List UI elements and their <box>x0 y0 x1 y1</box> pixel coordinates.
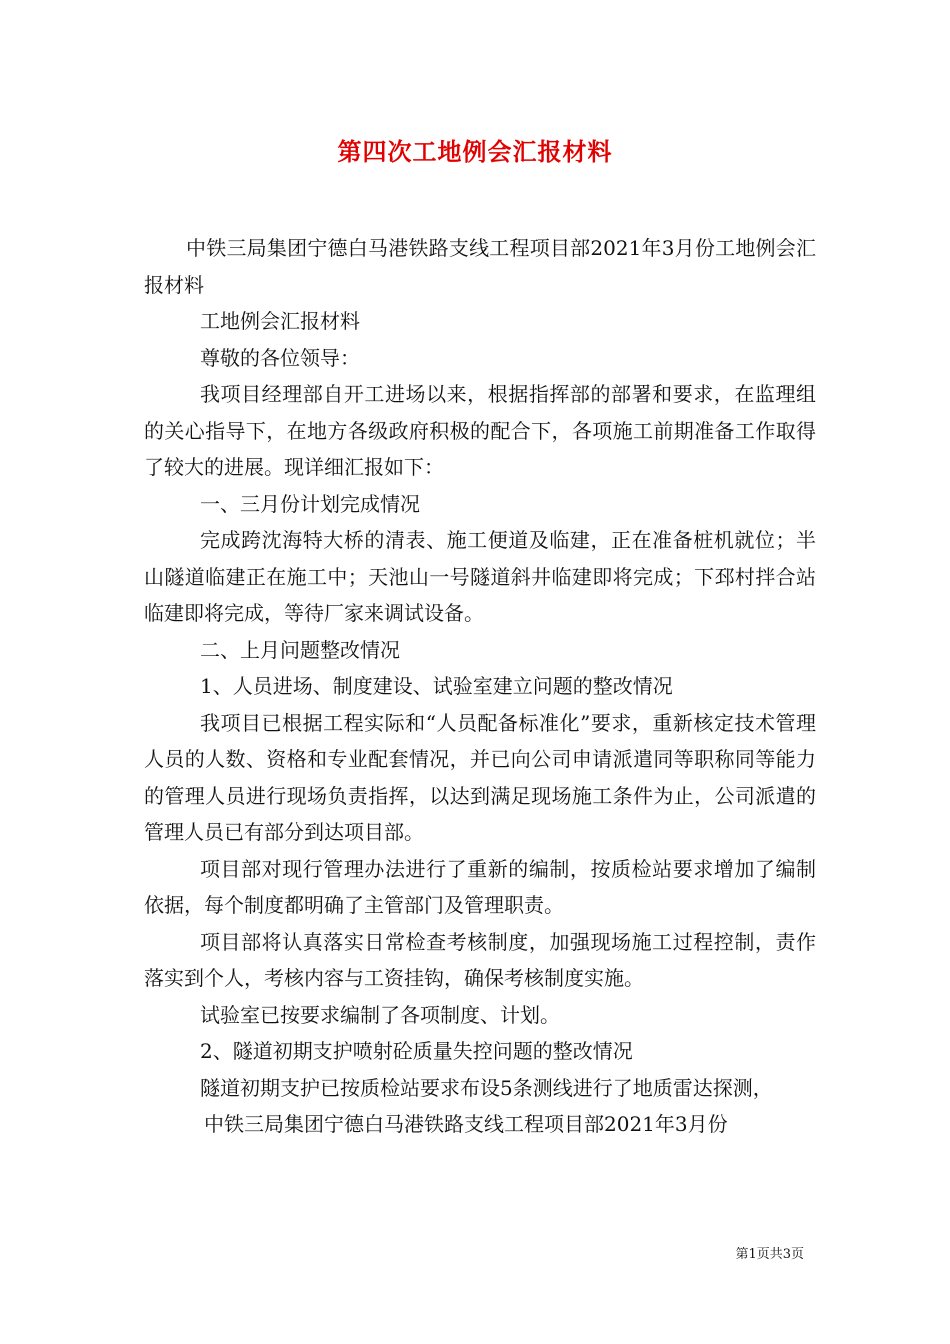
paragraph: 2、隧道初期支护喷射砼质量失控问题的整改情况 <box>200 1039 633 1063</box>
paragraph: 隧道初期支护已按质检站要求布设5条测线进行了地质雷达探测， <box>200 1075 773 1100</box>
paragraph: 尊敬的各位领导： <box>200 345 360 370</box>
paragraph: 完成跨沈海特大桥的清表、施工便道及临建，正在准备桩机就位；半山隧道临建正在施工中；天池山一号隧道斜井临建即将完成；下邳村拌合站临建即将完成，等待厂家来调试设备。 <box>144 528 816 625</box>
document-body <box>144 230 816 1143</box>
page-number: 第1页共3页 <box>735 1247 804 1262</box>
paragraph: 项目部对现行管理办法进行了重新的编制，按质检站要求增加了编制依据，每个制度都明确了主管部门及管理职责。 <box>144 856 816 917</box>
paragraph: 一、三月份计划完成情况 <box>200 491 420 516</box>
paragraph: 二、上月问题整改情况 <box>200 637 400 662</box>
paragraph: 试验室已按要求编制了各项制度、计划。 <box>200 1002 560 1027</box>
paragraph: 我项目经理部自开工进场以来，根据指挥部的部署和要求，在监理组的关心指导下，在地方各级政府积极的配合下，各项施工前期准备工作取得了较大的进展。现详细汇报如下： <box>144 382 816 479</box>
paragraph: 中铁三局集团宁德白马港铁路支线工程项目部2021年3月份工地例会汇报材料 <box>144 236 816 297</box>
paragraph: 工地例会汇报材料 <box>200 309 360 333</box>
paragraph: 1、人员进场、制度建设、试验室建立问题的整改情况 <box>200 674 673 698</box>
document-title: 第四次工地例会汇报材料 <box>337 137 613 166</box>
paragraph: 我项目已根据工程实际和“人员配备标准化”要求，重新核定技术管理人员的人数、资格和专业配套情况，并已向公司申请派遣同等职称同等能力的管理人员进行现场负责指挥，以达到满足现场施工条件为止，公司派遣的管理人员已有部分到达项目部。 <box>144 710 816 844</box>
paragraph: 项目部将认真落实日常检查考核制度，加强现场施工过程控制，责作落实到个人，考核内容与工资挂钩，确保考核制度实施。 <box>144 929 816 990</box>
paragraph: 中铁三局集团宁德白马港铁路支线工程项目部2021年3月份 <box>204 1112 728 1136</box>
